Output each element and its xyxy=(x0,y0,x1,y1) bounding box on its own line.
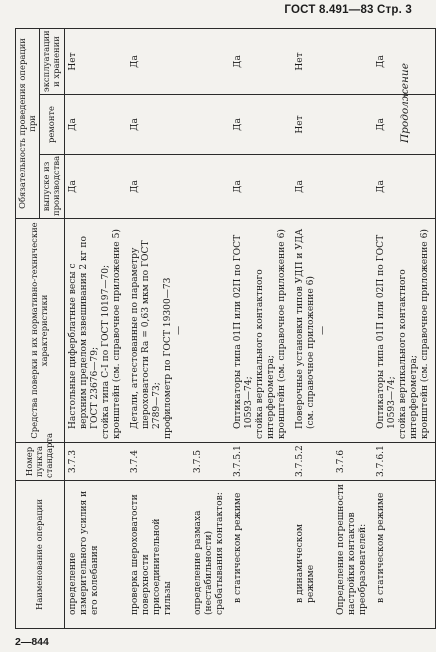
operation-cell xyxy=(292,481,332,629)
col-repair: ремонте xyxy=(40,95,64,155)
means-line: Поверочные установки типов УДП и УДА (см. справочное приложение 6) xyxy=(295,228,317,429)
means-line: кронштейн (см. справочное приложение 6) xyxy=(277,229,288,439)
table-row xyxy=(292,29,332,629)
means-cell xyxy=(127,219,189,443)
operation-cell xyxy=(333,481,373,629)
use-cell xyxy=(190,29,230,95)
means-line: Оптикаторы типа 01П или 02П по ГОСТ 10593—74; xyxy=(232,234,254,429)
means-line: Оптикаторы типа 01П или 02П по ГОСТ 10593—74; xyxy=(375,234,397,429)
table-row xyxy=(64,29,127,629)
verification-table xyxy=(15,28,436,629)
clause-cell: 3.7.5.2 xyxy=(292,443,332,481)
clause-cell: 3.7.5 xyxy=(190,443,230,481)
means-line: стойка типа С-I по ГОСТ 10197—70; xyxy=(100,264,111,439)
means-line: стойка вертикального контактного интерферометра; xyxy=(255,269,277,439)
operation-cell xyxy=(127,481,189,629)
repair-cell: Да xyxy=(230,95,292,155)
release-cell: Да xyxy=(292,155,332,219)
dash-mark: — xyxy=(174,325,185,336)
release-cell xyxy=(333,155,373,219)
means-cell xyxy=(373,219,436,443)
table-row xyxy=(190,29,230,629)
col-operation: Наименование операции xyxy=(16,481,65,629)
use-cell: Да xyxy=(373,29,436,95)
means-line: кронштейн (см. справочное приложение 5) xyxy=(112,229,122,439)
table-row xyxy=(127,29,189,629)
repair-cell: Нет xyxy=(292,95,332,155)
operation-text: определение измерительного усилия и его колебания xyxy=(67,490,100,615)
repair-cell xyxy=(333,95,373,155)
repair-cell: Да xyxy=(373,95,436,155)
operation-cell xyxy=(64,481,127,629)
clause-cell: 3.7.4 xyxy=(127,443,189,481)
continuation-label: Продолжение xyxy=(399,63,411,143)
means-cell xyxy=(230,219,292,443)
release-cell: Да xyxy=(64,155,127,219)
means-line: Настольные циферблатные весы с верхним пределом взвешивания 2 кг по ГОСТ 23676—79; xyxy=(67,236,100,429)
release-cell: Да xyxy=(127,155,189,219)
col-release: выпуске из производства xyxy=(40,155,64,219)
use-cell xyxy=(333,29,373,95)
release-cell: Да xyxy=(373,155,436,219)
means-cell xyxy=(64,219,127,443)
col-operation-use: эксплуатации и хранении xyxy=(40,29,64,95)
means-line: профилометр по ГОСТ 19300—73 xyxy=(163,277,174,439)
operation-text: проверка шероховатости поверхности присоединительной гильзы xyxy=(130,494,174,615)
repair-cell: Да xyxy=(127,95,189,155)
clause-cell: 3.7.5.1 xyxy=(230,443,292,481)
release-cell xyxy=(190,155,230,219)
repair-cell xyxy=(190,95,230,155)
means-line: Детали, аттестованные по параметру шероховатости Ra = 0,63 мкм по ГОСТ 2789—73; xyxy=(130,240,163,429)
operation-text: в статическом режиме xyxy=(375,492,386,603)
col-means: Средства поверки и их нормативно-технические характеристики xyxy=(16,219,65,443)
operation-text: определение размаха (нестабильности) срабатывания контактов: xyxy=(192,492,225,615)
page-header: ГОСТ 8.491—83 Стр. 3 xyxy=(284,4,412,16)
page-number: 2—844 xyxy=(15,636,49,648)
operation-cell xyxy=(230,481,292,629)
use-cell: Да xyxy=(230,29,292,95)
release-cell: Да xyxy=(230,155,292,219)
table-row xyxy=(333,29,373,629)
clause-cell: 3.7.6 xyxy=(333,443,373,481)
operation-text: Определение погрешности настройки контактов преобразователей: xyxy=(335,484,368,615)
use-cell: Нет xyxy=(292,29,332,95)
operation-cell xyxy=(373,481,436,629)
use-cell: Да xyxy=(127,29,189,95)
means-line: кронштейн (см. справочное приложение 6) xyxy=(420,229,431,439)
col-clause: Номер пункта стандарта xyxy=(16,443,65,481)
operation-text: в динамическом режиме xyxy=(295,523,317,603)
use-cell: Нет xyxy=(64,29,127,95)
table-row xyxy=(373,29,436,629)
dash-mark: — xyxy=(317,325,328,336)
table-row xyxy=(230,29,292,629)
clause-cell: 3.7.6.1 xyxy=(373,443,436,481)
means-cell xyxy=(292,219,332,443)
operation-cell xyxy=(190,481,230,629)
means-cell xyxy=(190,219,230,443)
means-line: стойка вертикального контактного интерферометра; xyxy=(398,269,420,439)
clause-cell: 3.7.3 xyxy=(64,443,127,481)
operation-text: в статическом режиме xyxy=(232,492,243,603)
repair-cell: Да xyxy=(64,95,127,155)
means-cell xyxy=(333,219,373,443)
col-obligation: Обязательность проведения операции при xyxy=(16,29,40,219)
